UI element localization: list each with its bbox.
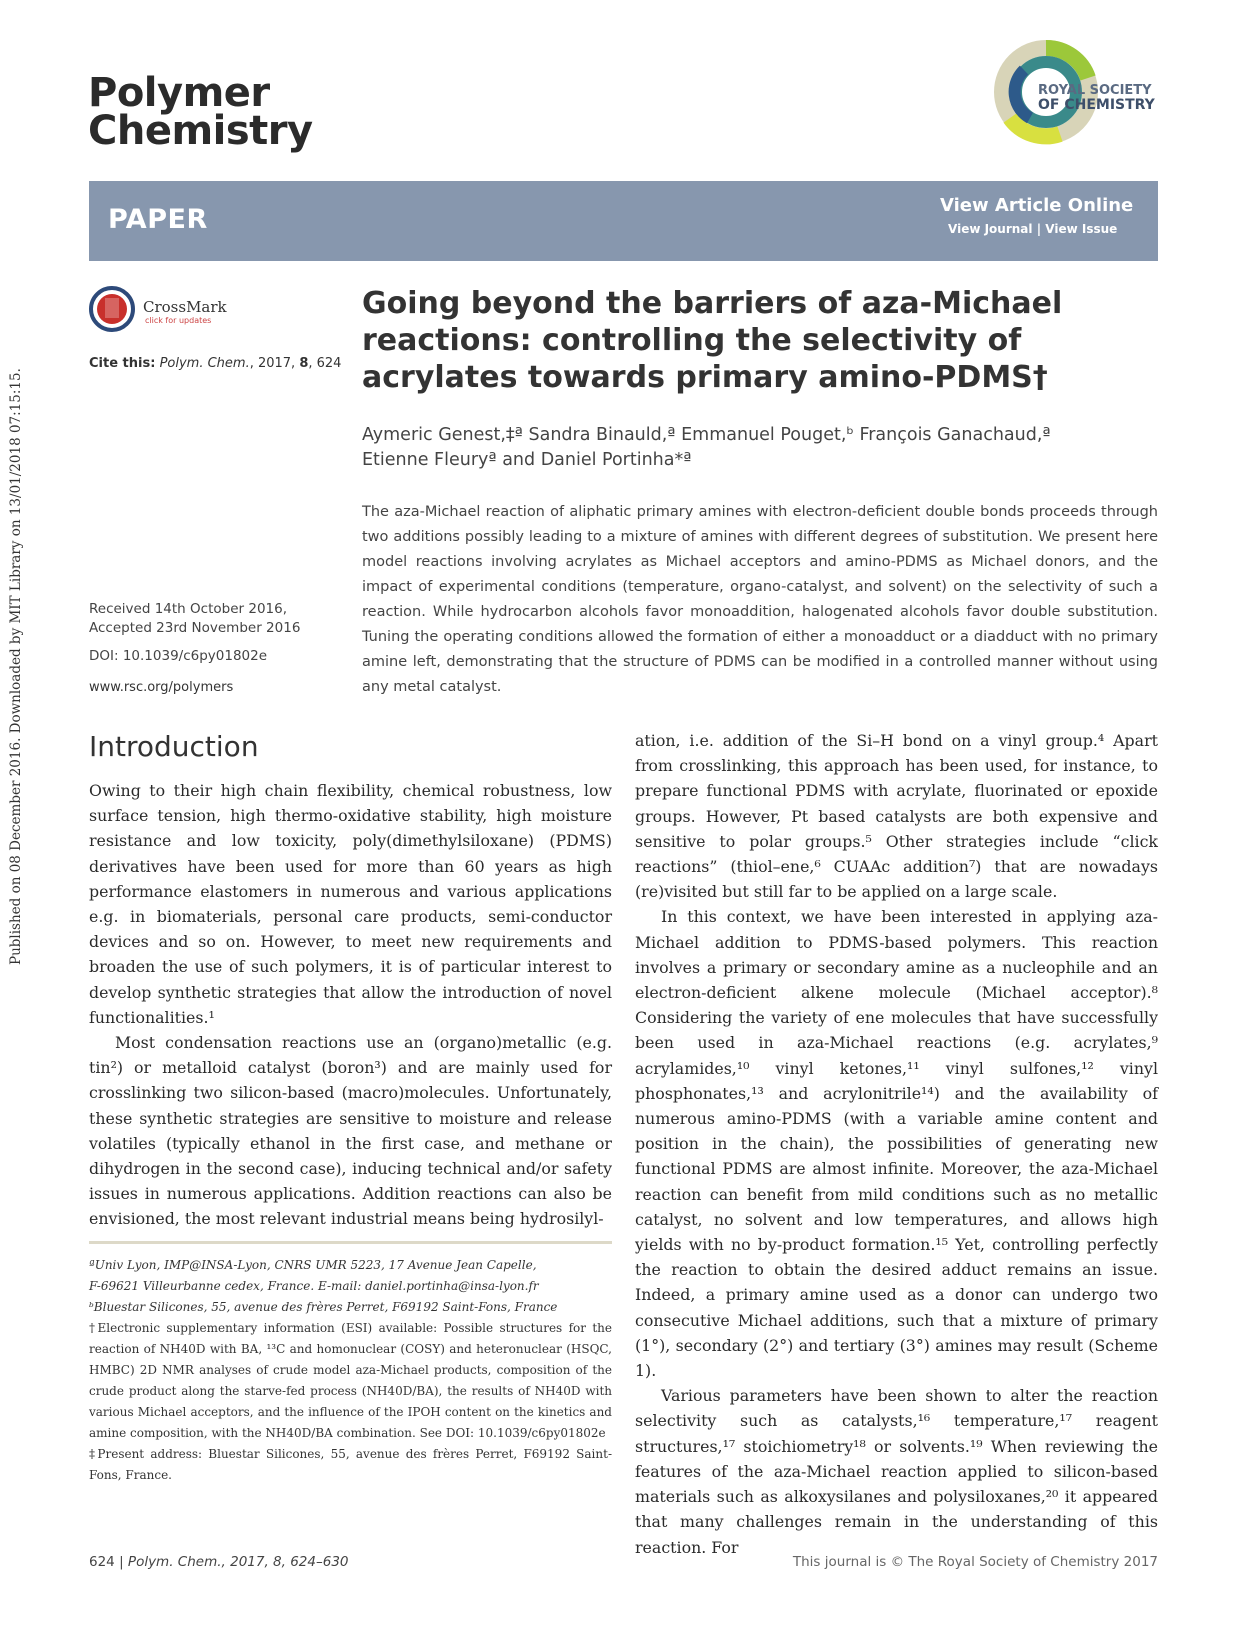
cite-this [89,356,341,371]
authors-line1: Aymeric Genest,‡ª Sandra Binauld,ª Emmanuel Pouget,ᵇ François Ganachaud,ª [362,425,1051,445]
crossmark-icon[interactable] [89,286,135,332]
article-banner [89,181,1158,261]
journal-title [88,70,313,154]
cite-page: , 624 [308,356,342,371]
footnote-divider [89,1241,612,1244]
affiliation-b: ᵇBluestar Silicones, 55, avenue des frères Perret, F69192 Saint-Fons, France [89,1300,558,1314]
authors [362,423,1162,473]
paragraph: ation, i.e. addition of the Si–H bond on a vinyl group.⁴ Apart from crosslinking, this approach has been used, for instance, to prepare functional PDMS with acrylate, fluorinated or epoxide groups. However, Pt based catalysts are both expensive and sensitive to polar groups.⁵ Other strategies include “click reactions” (thiol–ene,⁶ CUAAc addition⁷) that are nowadays (re)visited but still far to be applied on a large scale. [635,731,1158,902]
cite-prefix: Cite this: [89,356,156,371]
received-date: Received 14th October 2016, [89,601,287,617]
footer-citation [89,1554,349,1570]
crossmark-label[interactable]: CrossMark [143,298,227,316]
cite-volume: 8 [299,356,309,371]
cite-year: , 2017, [249,356,300,371]
journal-website-link[interactable]: www.rsc.org/polymers [89,680,234,695]
received-dates [89,600,300,638]
right-column [635,728,1158,1560]
footer-journal-citation: Polym. Chem., 2017, 8, 624–630 [127,1554,349,1570]
footnotes [89,1255,612,1486]
rsc-logo-text [1038,84,1155,112]
download-notice: Published on 08 December 2016. Downloaded by MIT Library on 13/01/2018 07:15:15. [8,368,24,965]
footer-sep: | [114,1554,128,1570]
section-heading-introduction: Introduction [89,730,259,763]
abstract: The aza-Michael reaction of aliphatic primary amines with electron-deficient double bonds proceeds through two additions possibly leading to a mixture of amines with different degrees of substitution. We present here model reactions involving acrylates as Michael acceptors and amino-PDMS as Michael donors, and the impact of experimental conditions (temperature, organo-catalyst, and solvent) on the selectivity of such a reaction. While hydrocarbon alcohols favor monoaddition, halogenated alcohols favor double substitution. Tuning the operating conditions allowed the formation of either a monoadduct or a diadduct with no primary amine left, demonstrating that the structure of PDMS can be modified in a controlled manner without using any metal catalyst. [362,504,1158,695]
paragraph: Most condensation reactions use an (organo)metallic (e.g. tin²) or metalloid catalyst (boron³) and are mainly used for crosslinking two silicon-based (macro)molecules. Unfortunately, these synthetic strategies are sensitive to moisture and release volatiles (typically ethanol in the first case, and methane or dihydrogen in the second case), inducing technical and/or safety issues in numerous applications. Addition reactions can also be envisioned, the most relevant industrial means being hydrosilyl- [89,1033,612,1229]
view-links-separator: | [1036,222,1042,236]
view-issue-link[interactable]: View Issue [1045,222,1118,236]
page-number: 624 [89,1554,115,1570]
crossmark-sub[interactable]: click for updates [145,316,212,325]
present-address-note: ‡Present address: Bluestar Silicones, 55, avenue des frères Perret, F69192 Saint-Fons, France. [89,1447,612,1482]
left-column [89,778,612,1232]
affiliation-a-line2: F-69621 Villeurbanne cedex, France. E-mail: daniel.portinha@insa-lyon.fr [89,1279,539,1293]
affiliation-a-line1: ªUniv Lyon, IMP@INSA-Lyon, CNRS UMR 5223, 17 Avenue Jean Capelle, [89,1258,537,1272]
article-type: PAPER [108,204,208,235]
paragraph: Various parameters have been shown to alter the reaction selectivity such as catalysts,¹⁶ temperature,¹⁷ reagent structures,¹⁷ stoichiometry¹⁸ or solvents.¹⁹ When reviewing the features of the aza-Michael reaction applied to silicon-based materials such as alkoxysilanes and polysiloxanes,²⁰ it appeared that many challenges remain in the understanding of this reaction. For [635,1386,1158,1557]
publisher-line2: OF CHEMISTRY [1038,97,1155,113]
journal-title-line2: Chemistry [88,108,313,154]
accepted-date: Accepted 23rd November 2016 [89,620,301,636]
paragraph: In this context, we have been interested in applying aza-Michael addition to PDMS-based polymers. This reaction involves a primary or secondary amine as a nucleophile and an electron-deficient alkene molecule (Michael acceptor).⁸ Considering the variety of ene molecules that have successfully been used in aza-Michael reactions (e.g. acrylates,⁹ acrylamides,¹⁰ vinyl ketones,¹¹ vinyl sulfones,¹² vinyl phosphonates,¹³ and acrylonitrile¹⁴) and the availability of numerous amino-PDMS (with a variable amine content and position in the chain), the possibilities of generating new functional PDMS are almost infinite. Moreover, the aza-Michael reaction can benefit from mild conditions such as no metallic catalyst, no solvent and low temperatures, and allows high yields with no by-product formation.¹⁵ Yet, controlling perfectly the reaction to obtain the desired adduct remains an issue. Indeed, a primary amine used as a donor can undergo two consecutive Michael additions, such that a mixture of primary (1°), secondary (2°) and tertiary (3°) amines may result (Scheme 1). [635,907,1158,1381]
publisher-line1: ROYAL SOCIETY [1038,83,1152,98]
article-title: Going beyond the barriers of aza-Michael reactions: controlling the selectivity of acrylates towards primary amino-PDMS† [362,286,1063,395]
view-journal-link[interactable]: View Journal [948,222,1033,236]
paragraph: Owing to their high chain flexibility, chemical robustness, low surface tension, high thermo-oxidative stability, high moisture resistance and low toxicity, poly(dimethylsiloxane) (PDMS) derivatives have been used for more than 60 years as high performance elastomers in numerous and various applications e.g. in biomaterials, personal care products, semi-conductor devices and so on. However, to meet new requirements and broaden the use of such polymers, it is of particular interest to develop synthetic strategies that allow the introduction of novel functionalities.¹ [89,781,612,1027]
authors-line2: Etienne Fleuryª and Daniel Portinha*ª [362,450,692,470]
doi[interactable]: DOI: 10.1039/c6py01802e [89,648,268,664]
view-links [948,222,1117,236]
footer-copyright: This journal is © The Royal Society of Chemistry 2017 [792,1554,1158,1570]
journal-title-line1: Polymer [88,70,270,116]
esi-note: †Electronic supplementary information (ESI) available: Possible structures for the reaction of NH40D with BA, ¹³C and homonuclear (COSY) and heteronuclear (HSQC, HMBC) 2D NMR analyses of crude model aza-Michael products, composition of the crude product along the starve-fed process (NH40D/BA), the results of NH40D with various Michael acceptors, and the influence of the IPOH content on the kinetics and amine composition, with the NH40D/BA combination. See DOI: 10.1039/c6py01802e [89,1321,612,1440]
view-article-online-link[interactable]: View Article Online [940,195,1134,216]
cite-journal: Polym. Chem. [159,356,250,371]
